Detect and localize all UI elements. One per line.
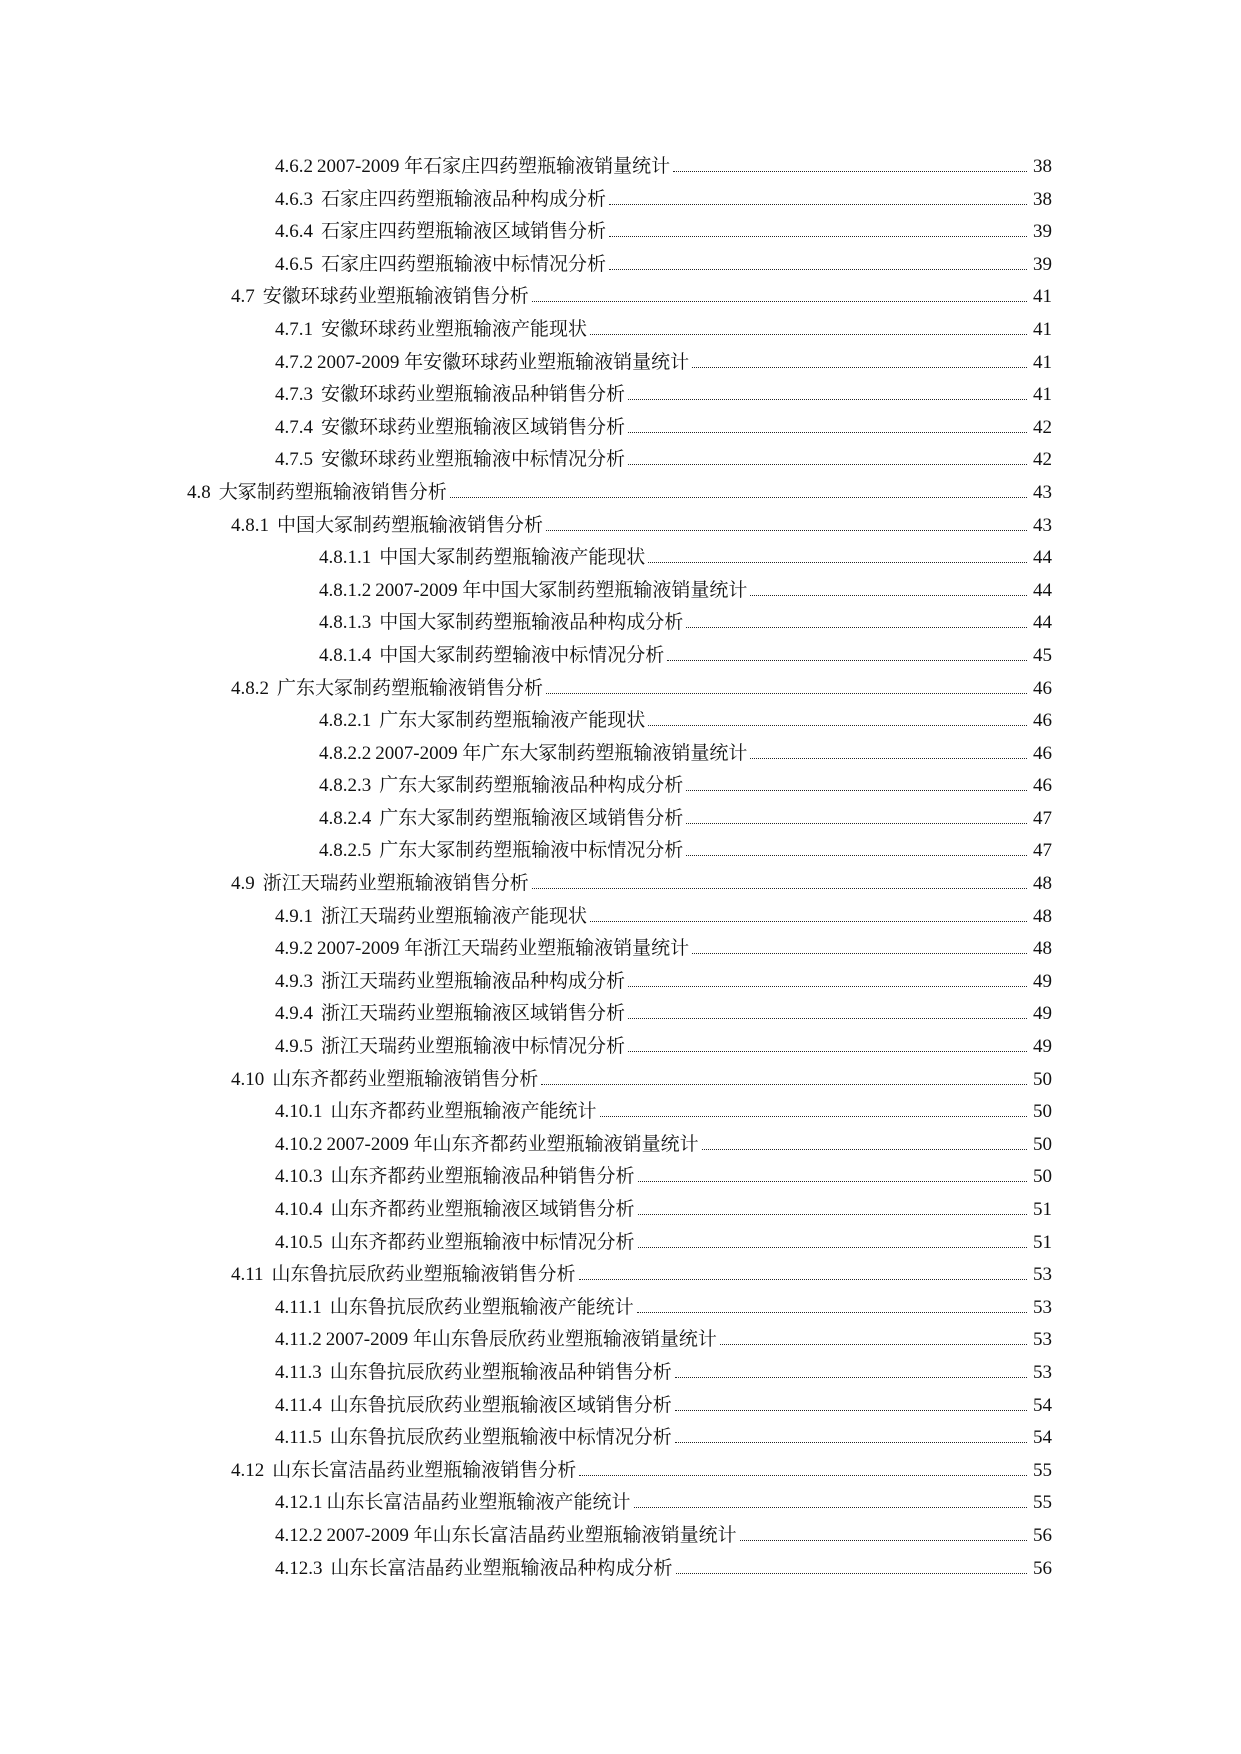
toc-entry-page-number: 49 bbox=[1033, 970, 1052, 992]
toc-entry-line bbox=[275, 998, 1052, 1031]
toc-entry-page-number: 48 bbox=[1033, 938, 1052, 960]
dot-leader bbox=[667, 659, 1027, 661]
dot-leader bbox=[579, 1278, 1027, 1280]
toc-entry[interactable] bbox=[0, 184, 1241, 217]
dot-leader bbox=[609, 203, 1027, 205]
toc-entry-page-number: 49 bbox=[1033, 1036, 1052, 1058]
dot-leader bbox=[546, 529, 1027, 531]
toc-entry-title: 浙江天瑞药业塑瓶输液区域销售分析 bbox=[321, 1003, 626, 1025]
toc-entry-line bbox=[319, 738, 1052, 771]
toc-entry-line bbox=[275, 1161, 1052, 1194]
toc-entry-title: 山东齐都药业塑瓶输液中标情况分析 bbox=[330, 1231, 635, 1253]
toc-entry-title: 浙江天瑞药业塑瓶输液中标情况分析 bbox=[321, 1036, 626, 1058]
toc-entry[interactable] bbox=[0, 1096, 1241, 1129]
toc-entry-number: 4.9.3 bbox=[275, 970, 313, 992]
toc-entry-line bbox=[275, 1390, 1052, 1423]
toc-entry-number: 4.7.1 bbox=[275, 318, 313, 340]
toc-entry-line bbox=[275, 1324, 1052, 1357]
toc-entry[interactable] bbox=[0, 1259, 1241, 1292]
toc-entry[interactable] bbox=[0, 1357, 1241, 1390]
toc-entry-page-number: 41 bbox=[1033, 351, 1052, 373]
dot-leader bbox=[628, 463, 1027, 465]
toc-entry-line bbox=[275, 151, 1052, 184]
toc-entry-title: 山东长富洁晶药业塑瓶输液品种构成分析 bbox=[330, 1557, 673, 1579]
toc-entry-title: 山东齐都药业塑瓶输液品种销售分析 bbox=[330, 1166, 635, 1188]
toc-entry[interactable] bbox=[0, 998, 1241, 1031]
dot-leader bbox=[686, 789, 1027, 791]
toc-entry-title: 山东长富洁晶药业塑瓶输液产能统计 bbox=[326, 1492, 631, 1514]
toc-entry-title: 2007-2009 年山东长富洁晶药业塑瓶输液销量统计 bbox=[326, 1524, 737, 1546]
toc-entry-number: 4.10.3 bbox=[275, 1166, 323, 1188]
toc-entry-title: 山东齐都药业塑瓶输液产能统计 bbox=[330, 1101, 597, 1123]
dot-leader bbox=[609, 268, 1027, 270]
toc-entry-number: 4.7.2 bbox=[275, 351, 313, 373]
toc-entry-page-number: 45 bbox=[1033, 644, 1052, 666]
toc-entry-title: 石家庄四药塑瓶输液区域销售分析 bbox=[321, 221, 607, 243]
toc-entry-page-number: 51 bbox=[1033, 1231, 1052, 1253]
toc-entry-number: 4.12.2 bbox=[275, 1524, 323, 1546]
toc-entry-title: 2007-2009 年广东大冢制药塑瓶输液销量统计 bbox=[375, 742, 748, 764]
toc-entry[interactable] bbox=[0, 1553, 1241, 1586]
dot-leader bbox=[579, 1474, 1027, 1476]
toc-entry-line bbox=[275, 1553, 1052, 1586]
toc-entry-title: 山东齐都药业塑瓶输液销售分析 bbox=[272, 1068, 539, 1090]
toc-entry-page-number: 44 bbox=[1033, 612, 1052, 634]
toc-entry-page-number: 43 bbox=[1033, 514, 1052, 536]
toc-entry-number: 4.8.2 bbox=[231, 677, 269, 699]
toc-entry[interactable] bbox=[0, 249, 1241, 282]
toc-entry-title: 2007-2009 年山东鲁辰欣药业塑瓶输液销量统计 bbox=[325, 1329, 717, 1351]
toc-entry-title: 山东鲁抗辰欣药业塑瓶输液销售分析 bbox=[271, 1264, 576, 1286]
dot-leader bbox=[637, 1311, 1027, 1313]
toc-entry-number: 4.9.5 bbox=[275, 1036, 313, 1058]
toc-entry[interactable] bbox=[0, 607, 1241, 640]
toc-entry-title: 2007-2009 年石家庄四药塑瓶输液销量统计 bbox=[317, 156, 671, 177]
toc-entry-line bbox=[319, 607, 1052, 640]
toc-entry-number: 4.9 bbox=[231, 873, 255, 895]
toc-entry-page-number: 46 bbox=[1033, 742, 1052, 764]
toc-entry-title: 山东长富洁晶药业塑瓶输液销售分析 bbox=[272, 1459, 577, 1481]
toc-entry-line bbox=[231, 1455, 1052, 1488]
toc-entry-number: 4.9.2 bbox=[275, 938, 313, 960]
toc-entry-line bbox=[275, 1357, 1052, 1390]
toc-entry-page-number: 48 bbox=[1033, 873, 1052, 895]
toc-entry[interactable] bbox=[0, 281, 1241, 314]
dot-leader bbox=[590, 333, 1027, 335]
toc-entry-page-number: 56 bbox=[1033, 1524, 1052, 1546]
toc-entry[interactable] bbox=[0, 1129, 1241, 1162]
toc-entry-number: 4.8.1.1 bbox=[319, 547, 372, 569]
toc-entry-page-number: 53 bbox=[1033, 1329, 1052, 1351]
toc-entry[interactable] bbox=[0, 1292, 1241, 1325]
toc-entry-title: 广东大冢制药塑瓶输液销售分析 bbox=[277, 677, 544, 699]
toc-entry[interactable] bbox=[0, 347, 1241, 380]
dot-leader bbox=[675, 1376, 1027, 1378]
toc-entry[interactable] bbox=[0, 640, 1241, 673]
toc-entry-line bbox=[319, 705, 1052, 738]
toc-entry-page-number: 47 bbox=[1033, 840, 1052, 862]
toc-entry[interactable] bbox=[0, 444, 1241, 477]
toc-entry-line bbox=[275, 1487, 1052, 1520]
toc-entry-line bbox=[275, 184, 1052, 217]
toc-entry-title: 山东鲁抗辰欣药业塑瓶输液品种销售分析 bbox=[329, 1361, 672, 1383]
toc-entry-line bbox=[231, 673, 1052, 706]
dot-leader bbox=[750, 594, 1027, 596]
toc-entry-page-number: 50 bbox=[1033, 1133, 1052, 1155]
toc-entry[interactable] bbox=[0, 770, 1241, 803]
toc-entry-title: 安徽环球药业塑瓶输液区域销售分析 bbox=[321, 416, 626, 438]
toc-entry-line bbox=[231, 1064, 1052, 1097]
toc-entry-title: 安徽环球药业塑瓶输液销售分析 bbox=[262, 286, 529, 308]
toc-entry-line bbox=[275, 1194, 1052, 1227]
dot-leader bbox=[628, 431, 1027, 433]
toc-entry-line bbox=[275, 314, 1052, 347]
toc-entry-page-number: 54 bbox=[1033, 1394, 1052, 1416]
toc-entry-page-number: 55 bbox=[1033, 1492, 1052, 1514]
toc-entry-page-number: 42 bbox=[1033, 416, 1052, 438]
toc-entry-line bbox=[275, 933, 1052, 966]
dot-leader bbox=[686, 822, 1027, 824]
toc-entry[interactable] bbox=[0, 966, 1241, 999]
toc-entry-page-number: 50 bbox=[1033, 1166, 1052, 1188]
dot-leader bbox=[590, 920, 1027, 922]
toc-entry-title: 石家庄四药塑瓶输液中标情况分析 bbox=[321, 253, 607, 275]
dot-leader bbox=[638, 1246, 1027, 1248]
toc-entry-page-number: 53 bbox=[1033, 1296, 1052, 1318]
dot-leader bbox=[673, 170, 1027, 172]
table-of-contents bbox=[0, 151, 1241, 1585]
toc-entry-page-number: 47 bbox=[1033, 807, 1052, 829]
toc-entry-page-number: 48 bbox=[1033, 905, 1052, 927]
toc-entry-number: 4.10.1 bbox=[275, 1101, 323, 1123]
toc-entry-number: 4.7 bbox=[231, 286, 255, 308]
toc-entry-title: 安徽环球药业塑瓶输液产能现状 bbox=[321, 318, 588, 340]
toc-entry-line bbox=[319, 803, 1052, 836]
toc-entry-title: 2007-2009 年山东齐都药业塑瓶输液销量统计 bbox=[326, 1133, 699, 1155]
toc-entry-line bbox=[275, 249, 1052, 282]
toc-entry-number: 4.7.3 bbox=[275, 384, 313, 406]
toc-entry-page-number: 39 bbox=[1033, 253, 1052, 275]
toc-entry-number: 4.11.1 bbox=[275, 1296, 322, 1318]
toc-entry[interactable] bbox=[0, 1031, 1241, 1064]
toc-entry-title: 广东大冢制药塑瓶输液产能现状 bbox=[379, 710, 646, 732]
toc-entry-number: 4.8.2.5 bbox=[319, 840, 372, 862]
toc-entry-number: 4.11.2 bbox=[275, 1329, 322, 1351]
toc-entry-page-number: 51 bbox=[1033, 1199, 1052, 1220]
toc-entry[interactable] bbox=[0, 1227, 1241, 1260]
toc-entry-number: 4.10.5 bbox=[275, 1231, 323, 1253]
dot-leader bbox=[634, 1506, 1027, 1508]
toc-entry-number: 4.10.2 bbox=[275, 1133, 323, 1155]
toc-entry[interactable] bbox=[0, 542, 1241, 575]
toc-entry[interactable] bbox=[0, 216, 1241, 249]
toc-entry-title: 广东大冢制药塑瓶输液品种构成分析 bbox=[379, 775, 684, 797]
toc-entry[interactable] bbox=[0, 1194, 1241, 1227]
dot-leader bbox=[720, 1343, 1027, 1345]
toc-entry-number: 4.6.4 bbox=[275, 221, 313, 243]
toc-entry-title: 广东大冢制药塑瓶输液区域销售分析 bbox=[379, 807, 684, 829]
toc-entry-number: 4.8.1 bbox=[231, 514, 269, 536]
dot-leader bbox=[628, 985, 1027, 987]
toc-entry-title: 浙江天瑞药业塑瓶输液销售分析 bbox=[262, 873, 529, 895]
toc-entry-page-number: 41 bbox=[1033, 286, 1052, 308]
toc-entry-title: 山东鲁抗辰欣药业塑瓶输液区域销售分析 bbox=[329, 1394, 672, 1416]
dot-leader bbox=[676, 1572, 1027, 1574]
dot-leader bbox=[628, 1017, 1027, 1019]
toc-entry-page-number: 53 bbox=[1033, 1361, 1052, 1383]
toc-entry-number: 4.8.2.4 bbox=[319, 807, 372, 829]
toc-entry-number: 4.9.1 bbox=[275, 905, 313, 927]
toc-entry-title: 中国大冢制药塑瓶输液销售分析 bbox=[277, 514, 544, 536]
toc-entry[interactable] bbox=[0, 705, 1241, 738]
toc-entry-line bbox=[275, 216, 1052, 249]
toc-entry-page-number: 54 bbox=[1033, 1427, 1052, 1449]
toc-entry-page-number: 53 bbox=[1033, 1264, 1052, 1286]
toc-entry-line bbox=[275, 1227, 1052, 1260]
toc-entry-number: 4.12.3 bbox=[275, 1557, 323, 1579]
toc-entry-number: 4.8.1.4 bbox=[319, 644, 372, 666]
toc-entry-line bbox=[231, 868, 1052, 901]
toc-entry-page-number: 49 bbox=[1033, 1003, 1052, 1025]
toc-entry-line bbox=[231, 281, 1052, 314]
toc-entry-page-number: 44 bbox=[1033, 547, 1052, 569]
toc-entry-line bbox=[187, 477, 1052, 510]
dot-leader bbox=[675, 1441, 1027, 1443]
toc-entry-line bbox=[319, 542, 1052, 575]
toc-entry-title: 浙江天瑞药业塑瓶输液品种构成分析 bbox=[321, 970, 626, 992]
dot-leader bbox=[692, 366, 1027, 368]
toc-entry-line bbox=[275, 1520, 1052, 1553]
toc-entry-line bbox=[275, 379, 1052, 412]
toc-entry-title: 2007-2009 年中国大冢制药塑瓶输液销量统计 bbox=[375, 579, 748, 601]
toc-entry-number: 4.11.3 bbox=[275, 1361, 322, 1383]
dot-leader bbox=[740, 1539, 1027, 1541]
dot-leader bbox=[628, 1050, 1027, 1052]
dot-leader bbox=[638, 1213, 1027, 1215]
toc-entry[interactable] bbox=[0, 1064, 1241, 1097]
toc-entry-page-number: 41 bbox=[1033, 384, 1052, 406]
toc-entry-number: 4.8.2.3 bbox=[319, 775, 372, 797]
toc-entry-line bbox=[275, 412, 1052, 445]
toc-entry-title: 广东大冢制药塑瓶输液中标情况分析 bbox=[379, 840, 684, 862]
toc-entry[interactable] bbox=[0, 933, 1241, 966]
dot-leader bbox=[609, 235, 1027, 237]
toc-entry-page-number: 41 bbox=[1033, 318, 1052, 340]
toc-entry-number: 4.9.4 bbox=[275, 1003, 313, 1025]
toc-entry-number: 4.11.4 bbox=[275, 1394, 322, 1416]
toc-entry-title: 2007-2009 年浙江天瑞药业塑瓶输液销量统计 bbox=[317, 938, 690, 960]
toc-entry-page-number: 38 bbox=[1033, 188, 1052, 210]
toc-entry-number: 4.12 bbox=[231, 1459, 265, 1481]
toc-entry-number: 4.7.4 bbox=[275, 416, 313, 438]
toc-entry-title: 山东鲁抗辰欣药业塑瓶输液中标情况分析 bbox=[329, 1427, 672, 1449]
toc-entry-title: 2007-2009 年安徽环球药业塑瓶输液销量统计 bbox=[317, 351, 690, 373]
toc-entry-title: 浙江天瑞药业塑瓶输液产能现状 bbox=[321, 905, 588, 927]
toc-entry-page-number: 38 bbox=[1033, 156, 1052, 177]
toc-entry-page-number: 46 bbox=[1033, 677, 1052, 699]
toc-entry-page-number: 50 bbox=[1033, 1068, 1052, 1090]
toc-entry-line bbox=[275, 1129, 1052, 1162]
dot-leader bbox=[692, 952, 1027, 954]
toc-entry-line bbox=[275, 966, 1052, 999]
dot-leader bbox=[750, 757, 1027, 759]
toc-entry-title: 山东齐都药业塑瓶输液区域销售分析 bbox=[330, 1199, 635, 1220]
toc-entry-number: 4.6.5 bbox=[275, 253, 313, 275]
toc-entry-title: 中国大冢制药塑瓶输液产能现状 bbox=[379, 547, 646, 569]
dot-leader bbox=[648, 561, 1027, 563]
dot-leader bbox=[686, 626, 1027, 628]
toc-entry-line bbox=[275, 901, 1052, 934]
toc-entry-page-number: 42 bbox=[1033, 449, 1052, 471]
toc-entry-line bbox=[275, 1096, 1052, 1129]
toc-entry-number: 4.8 bbox=[187, 481, 211, 503]
toc-entry[interactable] bbox=[0, 1487, 1241, 1520]
toc-entry-line bbox=[319, 575, 1052, 608]
dot-leader bbox=[702, 1148, 1027, 1150]
toc-entry-line bbox=[231, 1259, 1052, 1292]
toc-entry-page-number: 55 bbox=[1033, 1459, 1052, 1481]
dot-leader bbox=[638, 1180, 1027, 1182]
toc-entry-number: 4.6.2 bbox=[275, 156, 313, 177]
dot-leader bbox=[675, 1409, 1027, 1411]
toc-entry-page-number: 39 bbox=[1033, 221, 1052, 243]
toc-entry-title: 中国大冢制药塑瓶输液品种构成分析 bbox=[379, 612, 684, 634]
toc-entry-title: 中国大冢制药塑输液中标情况分析 bbox=[379, 644, 665, 666]
toc-entry[interactable] bbox=[0, 1161, 1241, 1194]
dot-leader bbox=[541, 1083, 1027, 1085]
toc-entry-line bbox=[319, 770, 1052, 803]
toc-entry[interactable] bbox=[0, 477, 1241, 510]
toc-entry-number: 4.6.3 bbox=[275, 188, 313, 210]
toc-entry[interactable] bbox=[0, 835, 1241, 868]
toc-entry-number: 4.11.5 bbox=[275, 1427, 322, 1449]
toc-entry[interactable] bbox=[0, 1520, 1241, 1553]
dot-leader bbox=[532, 887, 1027, 889]
toc-entry-line bbox=[275, 347, 1052, 380]
toc-entry-title: 石家庄四药塑瓶输液品种构成分析 bbox=[321, 188, 607, 210]
toc-entry[interactable] bbox=[0, 1390, 1241, 1423]
toc-entry-title: 安徽环球药业塑瓶输液品种销售分析 bbox=[321, 384, 626, 406]
toc-entry-page-number: 43 bbox=[1033, 481, 1052, 503]
toc-entry[interactable] bbox=[0, 1324, 1241, 1357]
toc-entry-number: 4.8.1.2 bbox=[319, 579, 372, 601]
toc-entry[interactable] bbox=[0, 314, 1241, 347]
toc-entry-title: 大冢制药塑瓶输液销售分析 bbox=[218, 481, 447, 503]
toc-entry-line bbox=[275, 444, 1052, 477]
toc-entry[interactable] bbox=[0, 510, 1241, 543]
toc-entry[interactable] bbox=[0, 738, 1241, 771]
toc-entry-line bbox=[319, 640, 1052, 673]
toc-entry-page-number: 46 bbox=[1033, 710, 1052, 732]
toc-entry-line bbox=[231, 510, 1052, 543]
toc-entry-number: 4.8.2.2 bbox=[319, 742, 372, 764]
toc-entry[interactable] bbox=[0, 1455, 1241, 1488]
dot-leader bbox=[600, 1115, 1027, 1117]
toc-entry-title: 安徽环球药业塑瓶输液中标情况分析 bbox=[321, 449, 626, 471]
dot-leader bbox=[686, 854, 1027, 856]
toc-entry-number: 4.10 bbox=[231, 1068, 265, 1090]
toc-entry-number: 4.7.5 bbox=[275, 449, 313, 471]
toc-entry-number: 4.11 bbox=[231, 1264, 264, 1286]
toc-entry-number: 4.10.4 bbox=[275, 1199, 323, 1220]
toc-entry-page-number: 46 bbox=[1033, 775, 1052, 797]
toc-entry-number: 4.8.1.3 bbox=[319, 612, 372, 634]
toc-entry-line bbox=[319, 835, 1052, 868]
toc-entry[interactable] bbox=[0, 412, 1241, 445]
toc-entry-line bbox=[275, 1292, 1052, 1325]
dot-leader bbox=[450, 496, 1027, 498]
toc-entry-number: 4.12.1 bbox=[275, 1492, 323, 1514]
toc-entry[interactable] bbox=[0, 803, 1241, 836]
dot-leader bbox=[648, 724, 1027, 726]
toc-entry-line bbox=[275, 1422, 1052, 1455]
dot-leader bbox=[546, 692, 1027, 694]
dot-leader bbox=[628, 398, 1027, 400]
toc-entry-title: 山东鲁抗辰欣药业塑瓶输液产能统计 bbox=[329, 1296, 634, 1318]
toc-entry[interactable] bbox=[0, 868, 1241, 901]
toc-entry[interactable] bbox=[0, 575, 1241, 608]
dot-leader bbox=[532, 300, 1027, 302]
toc-entry[interactable] bbox=[0, 901, 1241, 934]
toc-entry-page-number: 50 bbox=[1033, 1101, 1052, 1123]
toc-entry[interactable] bbox=[0, 1422, 1241, 1455]
toc-entry[interactable] bbox=[0, 151, 1241, 184]
toc-entry[interactable] bbox=[0, 379, 1241, 412]
toc-entry[interactable] bbox=[0, 673, 1241, 706]
toc-entry-page-number: 56 bbox=[1033, 1557, 1052, 1579]
toc-entry-line bbox=[275, 1031, 1052, 1064]
toc-entry-page-number: 44 bbox=[1033, 579, 1052, 601]
toc-entry-number: 4.8.2.1 bbox=[319, 710, 372, 732]
